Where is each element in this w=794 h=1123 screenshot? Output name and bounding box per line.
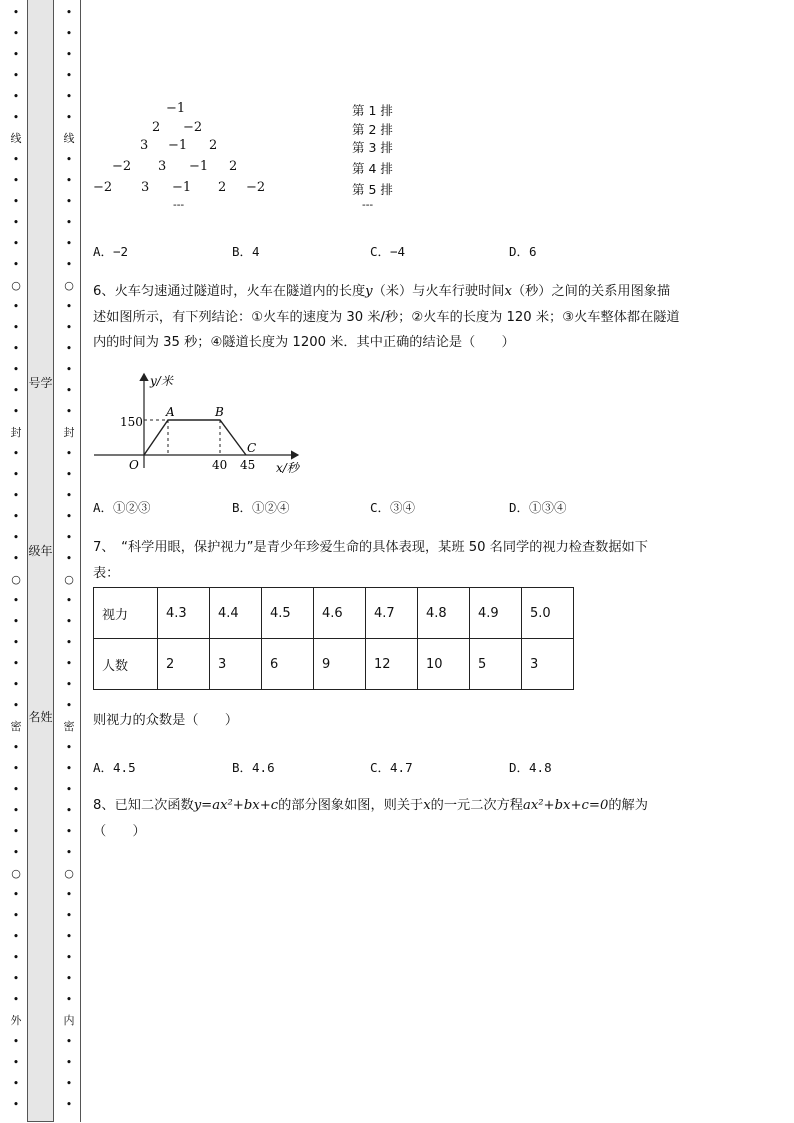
margin-dot: •	[65, 48, 73, 61]
q8-line-1: 8、已知二次函数y=ax²+bx+c的部分图象如图，则关于x的一元二次方程ax²+bx+c=0的解为	[93, 798, 648, 813]
margin-dot: •	[65, 762, 73, 775]
margin-dot: •	[12, 804, 20, 817]
q6-option-b[interactable]: B．①②④	[232, 500, 290, 515]
triangle-row-4-item: 2	[229, 159, 238, 174]
margin-dot: •	[65, 1056, 73, 1069]
outer-dotted-column	[9, 0, 23, 1123]
table-cell: 6	[262, 639, 314, 690]
row-label: 第 4 排	[352, 161, 393, 176]
vision-table	[93, 587, 574, 690]
q6-option-d[interactable]: D．①③④	[509, 500, 567, 515]
margin-dot: •	[65, 174, 73, 187]
margin-dot: •	[12, 216, 20, 229]
margin-dot: •	[12, 636, 20, 649]
table-cell: 3	[522, 639, 574, 690]
margin-dot: •	[65, 6, 73, 19]
q5-option-b[interactable]: B．4	[232, 244, 260, 259]
margin-dot: •	[12, 489, 20, 502]
q7-option-a[interactable]: A．4.5	[93, 760, 136, 775]
margin-mark: ○	[64, 867, 74, 880]
binding-inner-line	[80, 0, 81, 1122]
margin-dot: •	[65, 741, 73, 754]
margin-dot: •	[65, 825, 73, 838]
q7-option-b[interactable]: B．4.6	[232, 760, 275, 775]
margin-mark: 密	[63, 720, 75, 733]
margin-dot: •	[12, 69, 20, 82]
table-cell: 4.8	[418, 588, 470, 639]
row-label: 第 5 排	[352, 182, 393, 197]
table-cell: 10	[418, 639, 470, 690]
table-cell: 4.6	[314, 588, 366, 639]
margin-mark: 内	[63, 1014, 75, 1027]
margin-dot: •	[12, 552, 20, 565]
q6-option-c[interactable]: C．③④	[370, 500, 416, 515]
q7-option-d[interactable]: D．4.8	[509, 760, 552, 775]
margin-dot: •	[65, 804, 73, 817]
margin-dot: •	[12, 678, 20, 691]
margin-dot: •	[65, 888, 73, 901]
table-row	[94, 639, 574, 690]
q8-text	[93, 793, 783, 844]
margin-dot: •	[12, 888, 20, 901]
margin-dot: •	[65, 951, 73, 964]
margin-dot: •	[12, 405, 20, 418]
margin-dot: •	[65, 405, 73, 418]
margin-dot: •	[65, 1077, 73, 1090]
q7-line-2: 表：	[93, 565, 120, 581]
margin-dot: •	[65, 846, 73, 859]
triangle-row-3-item: 3	[140, 138, 149, 153]
margin-dot: •	[65, 216, 73, 229]
y-axis-label: y/米	[150, 374, 173, 388]
margin-dot: •	[12, 363, 20, 376]
margin-dot: •	[65, 1098, 73, 1111]
margin-dot: •	[12, 762, 20, 775]
margin-dot: •	[65, 678, 73, 691]
table-cell: 4.4	[210, 588, 262, 639]
y-tick-150: 150	[120, 415, 143, 429]
table-cell: 4.5	[262, 588, 314, 639]
q5-option-a[interactable]: A．−2	[93, 244, 129, 259]
margin-dot: •	[65, 321, 73, 334]
table-cell: 5	[470, 639, 522, 690]
margin-dot: •	[12, 825, 20, 838]
margin-mark: 外	[10, 1014, 22, 1027]
margin-dot: •	[65, 90, 73, 103]
margin-dot: •	[65, 237, 73, 250]
table-cell: 12	[366, 639, 418, 690]
field-label-name: 名姓	[28, 710, 53, 724]
margin-dot: •	[65, 615, 73, 628]
x-tick-40: 40	[212, 458, 228, 472]
q7-text	[93, 535, 783, 586]
triangle-ellipsis: ---	[173, 198, 185, 211]
margin-dot: •	[12, 741, 20, 754]
margin-dot: •	[12, 447, 20, 460]
margin-dot: •	[12, 195, 20, 208]
margin-dot: •	[12, 594, 20, 607]
margin-dot: •	[65, 909, 73, 922]
margin-dot: •	[12, 531, 20, 544]
margin-dot: •	[12, 90, 20, 103]
q7-line-1: 7、 “科学用眼，保护视力”是青少年珍爱生命的具体表现，某班 50 名同学的视力检查数据如下	[93, 540, 648, 555]
margin-mark: ○	[11, 279, 21, 292]
margin-dot: •	[12, 510, 20, 523]
table-cell: 9	[314, 639, 366, 690]
margin-dot: •	[65, 594, 73, 607]
table-cell: 视力	[94, 588, 158, 639]
x-axis-label: x/秒	[276, 461, 299, 475]
table-cell: 5.0	[522, 588, 574, 639]
table-cell: 3	[210, 639, 262, 690]
margin-dot: •	[12, 258, 20, 271]
q6-text	[93, 279, 783, 356]
row-label-ellipsis: ---	[362, 198, 374, 211]
margin-mark: ○	[64, 573, 74, 586]
margin-dot: •	[12, 846, 20, 859]
margin-dot: •	[65, 510, 73, 523]
margin-dot: •	[65, 552, 73, 565]
triangle-row-3-item: 2	[209, 138, 218, 153]
q5-option-d[interactable]: D．6	[509, 244, 537, 259]
margin-dot: •	[65, 699, 73, 712]
point-c-label: C	[247, 441, 257, 455]
margin-dot: •	[65, 783, 73, 796]
margin-dot: •	[65, 972, 73, 985]
table-cell: 4.9	[470, 588, 522, 639]
triangle-row-5-item: −2	[246, 180, 266, 195]
q8-line-2: （ ）	[93, 823, 146, 839]
q6-line-1: 6、火车匀速通过隧道时，火车在隧道内的长度y（米）与火车行驶时间x（秒）之间的关系用图象描	[93, 284, 671, 299]
margin-dot: •	[65, 342, 73, 355]
row-label: 第 3 排	[352, 140, 393, 155]
triangle-row-5-item: 3	[141, 180, 150, 195]
graph-line	[144, 420, 246, 455]
margin-dot: •	[12, 951, 20, 964]
margin-dot: •	[65, 27, 73, 40]
table-cell: 人数	[94, 639, 158, 690]
triangle-row-2-item: −2	[183, 120, 203, 135]
margin-dot: •	[65, 300, 73, 313]
margin-dot: •	[12, 657, 20, 670]
margin-dot: •	[65, 195, 73, 208]
inner-dotted-column	[62, 0, 76, 1123]
triangle-row-5-item: 2	[218, 180, 227, 195]
q6-line-3: 内的时间为 35 秒；④隧道长度为 1200 米．其中正确的结论是（ ）	[93, 335, 515, 350]
triangle-row-5-item: −2	[93, 180, 113, 195]
field-label-number: 号学	[28, 376, 53, 390]
margin-mark: 封	[10, 426, 22, 439]
margin-dot: •	[12, 468, 20, 481]
margin-dot: •	[65, 930, 73, 943]
q7-question: 则视力的众数是（ ）	[93, 713, 239, 728]
margin-dot: •	[65, 1035, 73, 1048]
origin-label: O	[129, 458, 139, 472]
margin-dot: •	[12, 300, 20, 313]
margin-dot: •	[12, 615, 20, 628]
margin-dot: •	[65, 531, 73, 544]
margin-dot: •	[12, 1098, 20, 1111]
margin-dot: •	[65, 468, 73, 481]
margin-mark: ○	[11, 573, 21, 586]
triangle-row-3-item: −1	[168, 138, 188, 153]
triangle-row-1-item: −1	[166, 101, 186, 116]
margin-dot: •	[12, 1056, 20, 1069]
margin-dot: •	[12, 1077, 20, 1090]
margin-dot: •	[12, 6, 20, 19]
row-label: 第 2 排	[352, 122, 393, 137]
margin-dot: •	[12, 342, 20, 355]
margin-dot: •	[12, 174, 20, 187]
x-tick-45: 45	[240, 458, 256, 472]
q7-option-c[interactable]: C．4.7	[370, 760, 413, 775]
field-label-grade: 级年	[28, 544, 53, 558]
table-cell: 4.7	[366, 588, 418, 639]
binding-margin-strip	[27, 0, 54, 1122]
triangle-row-2-item: 2	[152, 120, 161, 135]
margin-mark: 封	[63, 426, 75, 439]
margin-dot: •	[12, 993, 20, 1006]
table-row	[94, 588, 574, 639]
margin-mark: ○	[11, 867, 21, 880]
margin-dot: •	[12, 909, 20, 922]
margin-dot: •	[12, 27, 20, 40]
triangle-row-4-item: −2	[112, 159, 132, 174]
margin-dot: •	[12, 48, 20, 61]
margin-dot: •	[12, 321, 20, 334]
margin-dot: •	[65, 657, 73, 670]
margin-dot: •	[12, 237, 20, 250]
margin-dot: •	[12, 384, 20, 397]
q5-option-c[interactable]: C．−4	[370, 244, 406, 259]
margin-dot: •	[65, 447, 73, 460]
margin-mark: 线	[10, 132, 22, 145]
table-cell: 2	[158, 639, 210, 690]
margin-mark: 密	[10, 720, 22, 733]
q6-option-a[interactable]: A．①②③	[93, 500, 151, 515]
margin-dot: •	[65, 153, 73, 166]
margin-dot: •	[65, 384, 73, 397]
margin-dot: •	[65, 258, 73, 271]
margin-dot: •	[12, 972, 20, 985]
q6-graph	[90, 368, 320, 478]
margin-dot: •	[12, 1035, 20, 1048]
margin-dot: •	[65, 111, 73, 124]
row-label: 第 1 排	[352, 103, 393, 118]
margin-dot: •	[65, 489, 73, 502]
margin-dot: •	[12, 153, 20, 166]
table-cell: 4.3	[158, 588, 210, 639]
point-a-label: A	[166, 405, 175, 419]
margin-dot: •	[12, 930, 20, 943]
margin-dot: •	[65, 363, 73, 376]
margin-dot: •	[12, 699, 20, 712]
margin-dot: •	[65, 69, 73, 82]
margin-dot: •	[12, 111, 20, 124]
margin-dot: •	[65, 636, 73, 649]
triangle-row-4-item: 3	[158, 159, 167, 174]
triangle-row-5-item: −1	[172, 180, 192, 195]
margin-dot: •	[12, 783, 20, 796]
margin-dot: •	[65, 993, 73, 1006]
point-b-label: B	[215, 405, 224, 419]
q6-line-2: 述如图所示，有下列结论：①火车的速度为 30 米/秒；②火车的长度为 120 米；③火车整体都在隧道	[93, 309, 680, 325]
margin-mark: 线	[63, 132, 75, 145]
triangle-row-4-item: −1	[189, 159, 209, 174]
margin-mark: ○	[64, 279, 74, 292]
